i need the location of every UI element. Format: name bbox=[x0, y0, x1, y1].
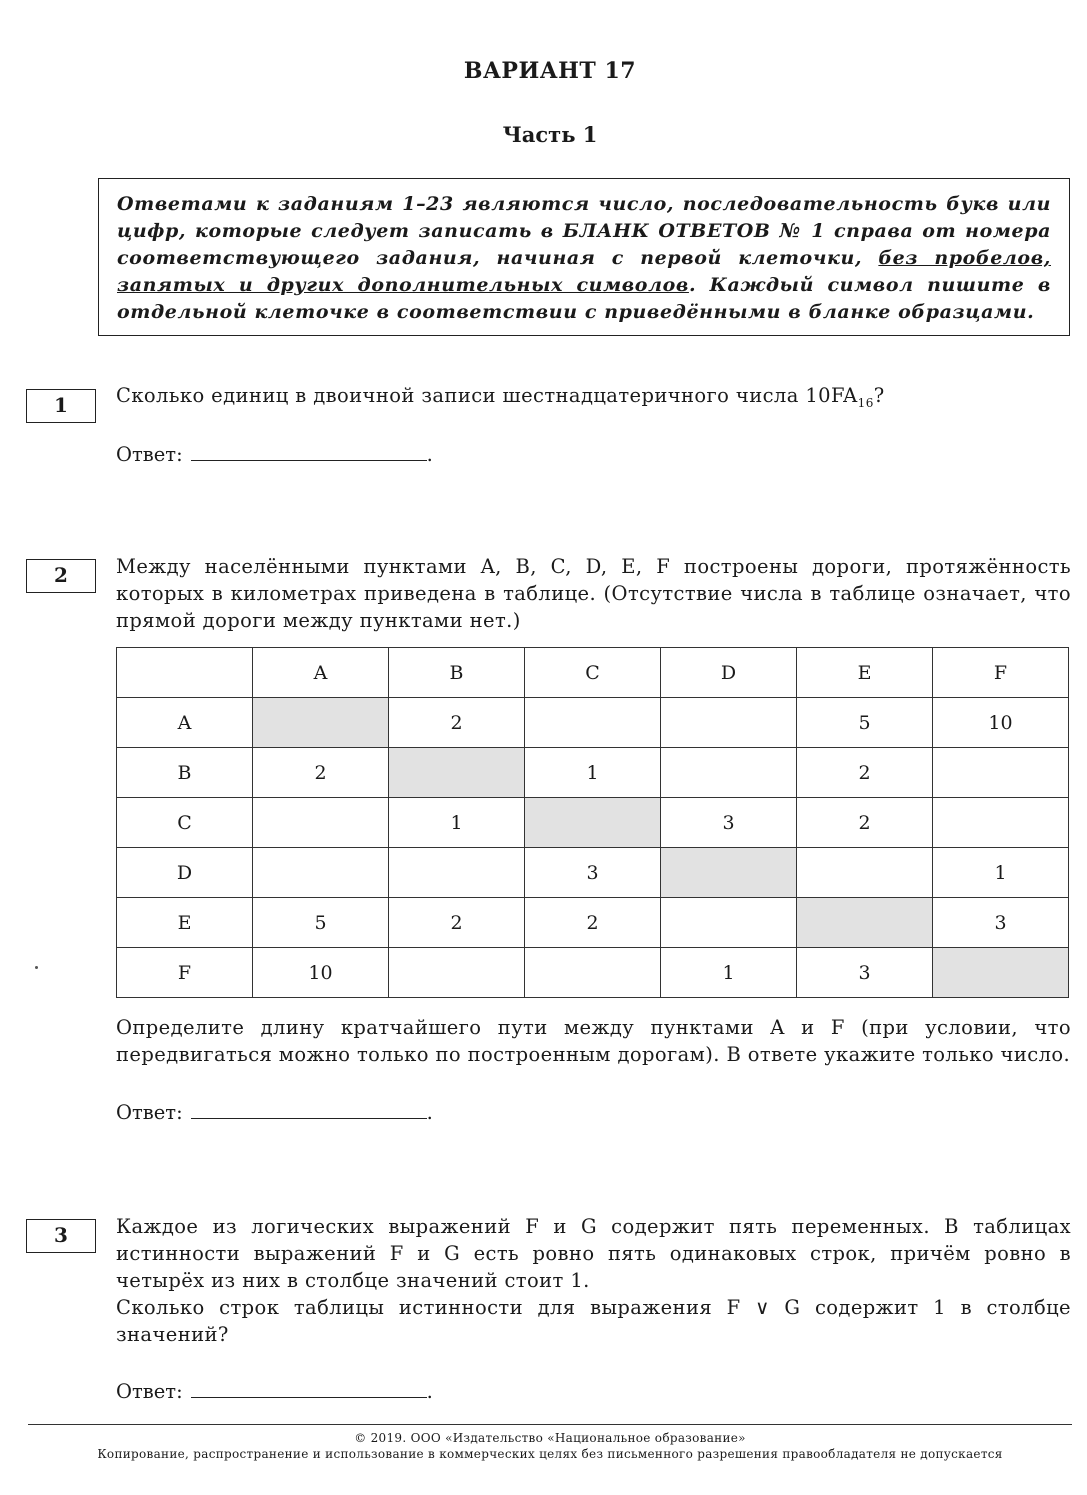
table-cell bbox=[389, 748, 525, 798]
table-cell bbox=[661, 748, 797, 798]
table-cell bbox=[253, 848, 389, 898]
table-cell bbox=[253, 798, 389, 848]
instructions-box bbox=[98, 178, 1070, 336]
table-row bbox=[117, 698, 1069, 748]
table-cell bbox=[661, 848, 797, 898]
table-cell bbox=[661, 898, 797, 948]
table-header-cell: D bbox=[661, 648, 797, 698]
table-cell: 5 bbox=[253, 898, 389, 948]
task-number-box: 2 bbox=[26, 559, 96, 593]
table-row-label: E bbox=[117, 898, 253, 948]
table-cell: 2 bbox=[525, 898, 661, 948]
task-1-answer bbox=[116, 442, 433, 466]
table-cell: 2 bbox=[253, 748, 389, 798]
table-header-cell: A bbox=[253, 648, 389, 698]
table-cell bbox=[525, 798, 661, 848]
table-header-cell: E bbox=[797, 648, 933, 698]
table-row bbox=[117, 848, 1069, 898]
table-row bbox=[117, 948, 1069, 998]
footer-notice: Копирование, распространение и использование в коммерческих целях без письменного разрешения правообладателя не допускается bbox=[97, 1447, 1003, 1461]
task-1-qmark: ? bbox=[873, 384, 885, 407]
table-cell bbox=[933, 948, 1069, 998]
instructions-text-end: . Каждый символ пишите в отдельной клеточке в соответствии с приведёнными в бланке образцами. bbox=[117, 274, 1051, 323]
task-3-answer bbox=[116, 1379, 433, 1403]
task-1-question: Сколько единиц в двоичной записи шестнадцатеричного числа 10FA bbox=[116, 384, 858, 407]
answer-label: Ответ: bbox=[116, 443, 183, 466]
task-2-question: Определите длину кратчайшего пути между пунктами A и F (при условии, что передвигаться можно только по построенным дорогам). В ответе укажите только число. bbox=[116, 1016, 1071, 1066]
table-cell: 2 bbox=[389, 698, 525, 748]
table-row-label: A bbox=[117, 698, 253, 748]
table-header-cell: B bbox=[389, 648, 525, 698]
task-1-base: 16 bbox=[857, 395, 874, 410]
answer-field[interactable] bbox=[191, 442, 427, 461]
table-cell: 5 bbox=[797, 698, 933, 748]
answer-field[interactable] bbox=[191, 1100, 427, 1119]
table-cell bbox=[525, 698, 661, 748]
table-header-cell bbox=[117, 648, 253, 698]
table-cell: 1 bbox=[933, 848, 1069, 898]
table-header-cell: C bbox=[525, 648, 661, 698]
table-cell: 10 bbox=[253, 948, 389, 998]
answer-period: . bbox=[426, 1380, 433, 1403]
table-cell bbox=[797, 898, 933, 948]
table-cell bbox=[933, 748, 1069, 798]
table-row bbox=[117, 798, 1069, 848]
table-cell bbox=[661, 698, 797, 748]
task-2-text: Между населёнными пунктами A, B, C, D, E, F построены дороги, протяжённость которых в километрах приведена в таблице. (Отсутствие числа в таблице означает, что прямой дороги между пунктами нет.) bbox=[116, 555, 1071, 632]
table-cell: 3 bbox=[661, 798, 797, 848]
task-3-paragraph-2: Сколько строк таблицы истинности для выражения F ∨ G содержит 1 в столбце значений? bbox=[116, 1296, 1071, 1346]
table-cell: 2 bbox=[389, 898, 525, 948]
scan-speck bbox=[35, 966, 38, 969]
table-cell bbox=[797, 848, 933, 898]
task-number-box: 3 bbox=[26, 1219, 96, 1253]
table-cell: 2 bbox=[797, 798, 933, 848]
table-cell: 1 bbox=[389, 798, 525, 848]
table-header-row bbox=[117, 648, 1069, 698]
table-header-cell: F bbox=[933, 648, 1069, 698]
answer-period: . bbox=[426, 1101, 433, 1124]
task-2-answer bbox=[116, 1100, 433, 1124]
answer-label: Ответ: bbox=[116, 1101, 183, 1124]
part-title: Часть 1 bbox=[502, 122, 598, 147]
task-3-paragraph-1: Каждое из логических выражений F и G содержит пять переменных. В таблицах истинности выражений F и G есть ровно пять одинаковых строк, причём ровно в четырёх из них в столбце значений стоит 1. bbox=[116, 1215, 1071, 1292]
table-cell: 3 bbox=[933, 898, 1069, 948]
instructions-text: Ответами к заданиям 1–23 являются число, последовательность букв или цифр, которые следует записать в БЛАНК ОТВЕТОВ № 1 справа от номера соответствующего задания, начиная с первой клеточки, bbox=[117, 193, 1051, 269]
footer-divider bbox=[28, 1424, 1072, 1425]
instructions-underlined: без пробелов, запятых и других дополнительных символов bbox=[117, 247, 1051, 296]
table-cell: 2 bbox=[797, 748, 933, 798]
answer-label: Ответ: bbox=[116, 1380, 183, 1403]
distance-table bbox=[116, 647, 1069, 998]
answer-period: . bbox=[426, 443, 433, 466]
table-cell: 3 bbox=[797, 948, 933, 998]
task-3-text bbox=[116, 1213, 1071, 1348]
task-number-box: 1 bbox=[26, 389, 96, 423]
table-row-label: D bbox=[117, 848, 253, 898]
table-cell: 10 bbox=[933, 698, 1069, 748]
table-cell bbox=[389, 848, 525, 898]
table-row-label: C bbox=[117, 798, 253, 848]
answer-field[interactable] bbox=[191, 1379, 427, 1398]
table-cell bbox=[933, 798, 1069, 848]
table-cell bbox=[525, 948, 661, 998]
table-row bbox=[117, 748, 1069, 798]
table-row-label: B bbox=[117, 748, 253, 798]
table-cell: 1 bbox=[525, 748, 661, 798]
table-cell: 3 bbox=[525, 848, 661, 898]
table-cell: 1 bbox=[661, 948, 797, 998]
table-cell bbox=[389, 948, 525, 998]
table-row-label: F bbox=[117, 948, 253, 998]
table-row bbox=[117, 898, 1069, 948]
variant-title: ВАРИАНТ 17 bbox=[463, 58, 637, 84]
footer-copyright: © 2019. ООО «Издательство «Национальное образование» bbox=[354, 1431, 746, 1445]
table-cell bbox=[253, 698, 389, 748]
task-1-text bbox=[116, 382, 1071, 417]
